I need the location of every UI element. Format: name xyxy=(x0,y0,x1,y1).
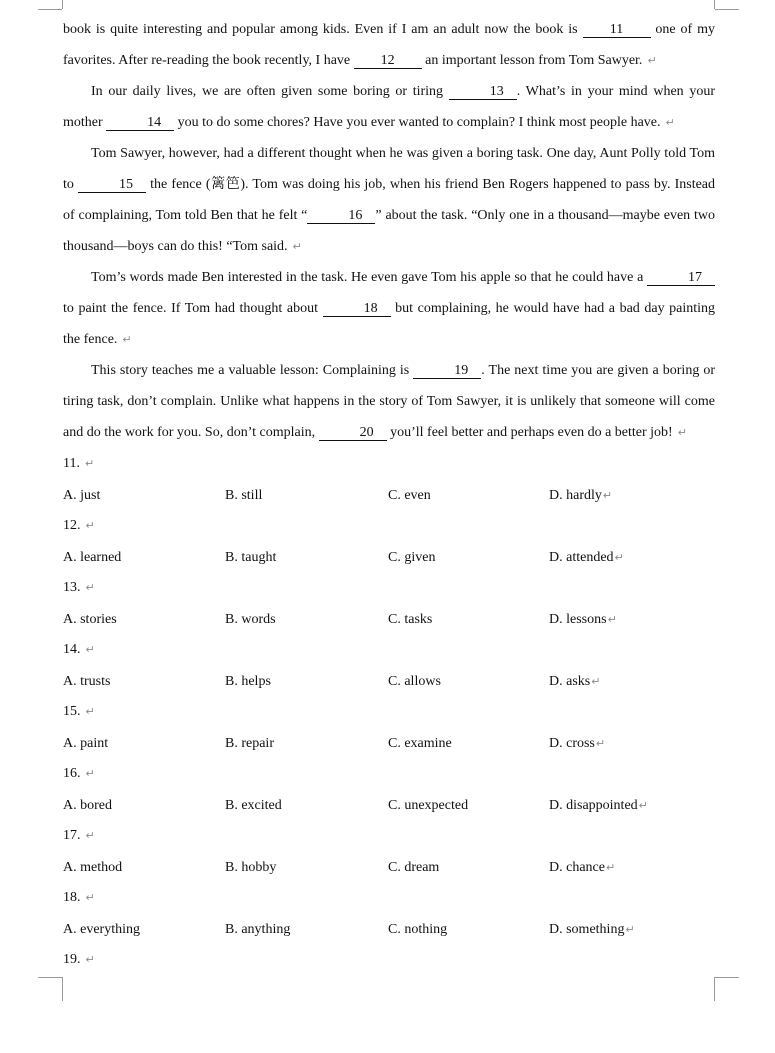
paragraph-mark-icon: ↵ xyxy=(85,519,95,532)
question-number-text: 17. xyxy=(63,828,81,843)
crop-mark-bottom-right xyxy=(715,977,739,978)
answer-option-text: A. just xyxy=(63,488,101,503)
question-number-text: 16. xyxy=(63,766,81,781)
crop-mark-top-left xyxy=(62,0,63,9)
answer-option xyxy=(549,610,617,630)
answer-option-text: D. something xyxy=(549,922,625,937)
answer-option-text: B. repair xyxy=(225,736,274,751)
answer-option xyxy=(225,486,262,506)
question-number-text: 15. xyxy=(63,704,81,719)
crop-mark-bottom-right-v xyxy=(714,977,715,1001)
paragraph-mark-icon: ↵ xyxy=(602,489,613,502)
paragraph-mark-icon: ↵ xyxy=(292,240,302,253)
text: but complaining, he would have had a bad day painting the fence. xyxy=(63,301,716,347)
answer-option-text: D. asks xyxy=(549,674,591,689)
answer-option-text: A. everything xyxy=(63,922,140,937)
paragraph-mark-icon: ↵ xyxy=(85,953,95,966)
paragraph-mark-icon: ↵ xyxy=(85,829,95,842)
answer-option xyxy=(63,548,121,568)
question-number xyxy=(63,578,95,598)
text: . The next time you are given a boring or tiring task, don’t complain. Unlike what happens in the story of Tom Sawyer, it is unlikely that someone will come and do the work for you. So, don’t complain, xyxy=(63,363,715,440)
text: to paint the fence. If Tom had thought about xyxy=(63,301,318,316)
answer-option xyxy=(549,796,648,816)
blank-19: 19 xyxy=(413,363,481,379)
text: In our daily lives, we are often given some boring or tiring xyxy=(91,84,444,99)
paragraph-mark-icon: ↵ xyxy=(85,705,95,718)
answer-option-text: B. words xyxy=(225,612,276,627)
blank-15: 15 xyxy=(78,177,146,193)
question-number xyxy=(63,454,94,474)
blank-17: 17 xyxy=(647,270,715,286)
option-row xyxy=(63,486,715,506)
answer-option-text: D. hardly xyxy=(549,488,602,503)
question-number xyxy=(63,764,95,784)
question-number-text: 12. xyxy=(63,518,81,533)
answer-option xyxy=(225,548,276,568)
answer-option xyxy=(388,734,452,754)
blank-18: 18 xyxy=(323,301,391,317)
text: an important lesson from Tom Sawyer. xyxy=(425,53,643,68)
answer-option-text: B. anything xyxy=(225,922,291,937)
answer-option xyxy=(549,734,605,754)
answer-option xyxy=(549,858,615,878)
option-row xyxy=(63,610,715,630)
text: . What’s in your mind when your mother xyxy=(63,84,716,130)
answer-option xyxy=(388,486,431,506)
question-number-text: 14. xyxy=(63,642,81,657)
text: Tom’s words made Ben interested in the task. He even gave Tom his apple so that he could have a xyxy=(91,270,644,285)
crop-mark-top-left-h xyxy=(38,9,62,10)
paragraph-mark-icon: ↵ xyxy=(84,457,95,470)
answer-option xyxy=(549,486,612,506)
paragraph-mark-icon: ↵ xyxy=(122,333,132,346)
option-row xyxy=(63,548,715,568)
option-row xyxy=(63,672,715,692)
answer-option xyxy=(63,486,100,506)
paragraph-3 xyxy=(63,138,715,262)
answer-option-text: D. chance xyxy=(549,860,605,875)
blank-16: 16 xyxy=(307,208,375,224)
text: you’ll feel better and perhaps even do a better job! xyxy=(390,425,673,440)
answer-option-text: A. method xyxy=(63,860,123,875)
paragraph-mark-icon: ↵ xyxy=(591,675,601,688)
answer-option-text: A. learned xyxy=(63,550,122,565)
question-number-text: 13. xyxy=(63,580,81,595)
answer-option-text: C. even xyxy=(388,488,431,503)
paragraph-mark-icon: ↵ xyxy=(85,643,95,656)
answer-option xyxy=(388,672,441,692)
answer-option xyxy=(388,548,435,568)
question-number xyxy=(63,702,95,722)
blank-14: 14 xyxy=(106,115,174,131)
answer-option-text: C. tasks xyxy=(388,612,433,627)
question-number-text: 19. xyxy=(63,952,81,967)
crop-mark-top-right-h xyxy=(715,9,739,10)
answer-option xyxy=(63,610,117,630)
answer-option xyxy=(388,858,439,878)
paragraph-mark-icon: ↵ xyxy=(607,613,617,626)
paragraph-mark-icon: ↵ xyxy=(614,551,624,564)
paragraph-mark-icon: ↵ xyxy=(625,923,635,936)
answer-option xyxy=(225,734,274,754)
paragraph-5 xyxy=(63,355,715,448)
answer-option xyxy=(388,610,432,630)
crop-mark-bottom-left xyxy=(38,977,62,978)
question-number xyxy=(63,516,95,536)
document-page xyxy=(63,14,716,967)
question-number xyxy=(63,888,95,908)
option-row xyxy=(63,734,715,754)
answer-option-text: D. cross xyxy=(549,736,595,751)
answer-option xyxy=(388,796,468,816)
paragraph-mark-icon: ↵ xyxy=(85,767,95,780)
blank-12: 12 xyxy=(354,53,422,69)
answer-option xyxy=(225,858,276,878)
answer-option-text: D. disappointed xyxy=(549,798,638,813)
answer-option xyxy=(225,610,276,630)
answer-option-text: C. unexpected xyxy=(388,798,469,813)
answer-option-text: B. helps xyxy=(225,674,271,689)
answer-option-text: B. excited xyxy=(225,798,282,813)
answer-option-text: A. bored xyxy=(63,798,112,813)
question-number xyxy=(63,640,95,660)
passage xyxy=(63,14,715,448)
answer-option-text: B. still xyxy=(225,488,263,503)
answer-option xyxy=(549,548,624,568)
blank-11: 11 xyxy=(583,22,651,38)
paragraph-mark-icon: ↵ xyxy=(665,116,675,129)
paragraph-mark-icon: ↵ xyxy=(647,54,657,67)
answer-option-text: D. attended xyxy=(549,550,614,565)
paragraph-mark-icon: ↵ xyxy=(605,861,616,874)
answer-option xyxy=(63,796,112,816)
answer-option xyxy=(225,796,282,816)
question-number xyxy=(63,950,95,970)
blank-13: 13 xyxy=(449,84,517,100)
answer-option-text: B. taught xyxy=(225,550,277,565)
answer-option-text: A. trusts xyxy=(63,674,111,689)
answer-option-text: C. allows xyxy=(388,674,441,689)
answer-option xyxy=(388,920,447,940)
answer-option-text: C. nothing xyxy=(388,922,448,937)
text: This story teaches me a valuable lesson: Complaining is xyxy=(91,363,410,378)
answer-option-text: A. stories xyxy=(63,612,117,627)
question-number-text: 11. xyxy=(63,456,80,471)
text: one of my favorites. After re-reading the book recently, I have xyxy=(63,22,715,68)
answer-option-text: B. hobby xyxy=(225,860,277,875)
paragraph-mark-icon: ↵ xyxy=(85,891,95,904)
answer-option xyxy=(63,672,110,692)
paragraph-mark-icon: ↵ xyxy=(677,426,687,439)
answer-option xyxy=(63,920,140,940)
paragraph-mark-icon: ↵ xyxy=(85,581,95,594)
answer-option-text: C. dream xyxy=(388,860,440,875)
question-number-text: 18. xyxy=(63,890,81,905)
answer-option-text: C. given xyxy=(388,550,436,565)
paragraph-4 xyxy=(63,262,715,355)
blank-20: 20 xyxy=(319,425,387,441)
text: book is quite interesting and popular among kids. Even if I am an adult now the book is xyxy=(63,22,578,37)
answer-option xyxy=(63,858,122,878)
answer-option xyxy=(549,672,600,692)
text: Tom Sawyer, however, had a different thought when he was given a boring task. One day, Aunt Polly told Tom to xyxy=(63,146,715,192)
paragraph-2 xyxy=(63,76,715,138)
answer-option xyxy=(225,672,271,692)
crop-mark-top-right xyxy=(714,0,715,9)
crop-mark-bottom-left-v xyxy=(62,977,63,1001)
text: ” about the task. “Only one in a thousand—maybe even two thousand—boys can do this! “Tom said. xyxy=(63,208,715,254)
option-row xyxy=(63,858,715,878)
paragraph-1 xyxy=(63,14,715,76)
answer-option xyxy=(225,920,290,940)
question-number xyxy=(63,826,95,846)
option-row xyxy=(63,796,715,816)
option-row xyxy=(63,920,715,940)
answer-option-text: C. examine xyxy=(388,736,452,751)
paragraph-mark-icon: ↵ xyxy=(595,737,606,750)
answer-option xyxy=(63,734,108,754)
text: the fence (篱笆). Tom was doing his job, when his friend Ben Rogers happened to pass by. Instead of complaining, Tom told Ben that he felt “ xyxy=(63,177,716,223)
answer-option-text: A. paint xyxy=(63,736,109,751)
paragraph-mark-icon: ↵ xyxy=(638,799,648,812)
answer-option-text: D. lessons xyxy=(549,612,607,627)
text: you to do some chores? Have you ever wanted to complain? I think most people have. xyxy=(177,115,661,130)
answer-option xyxy=(549,920,635,940)
